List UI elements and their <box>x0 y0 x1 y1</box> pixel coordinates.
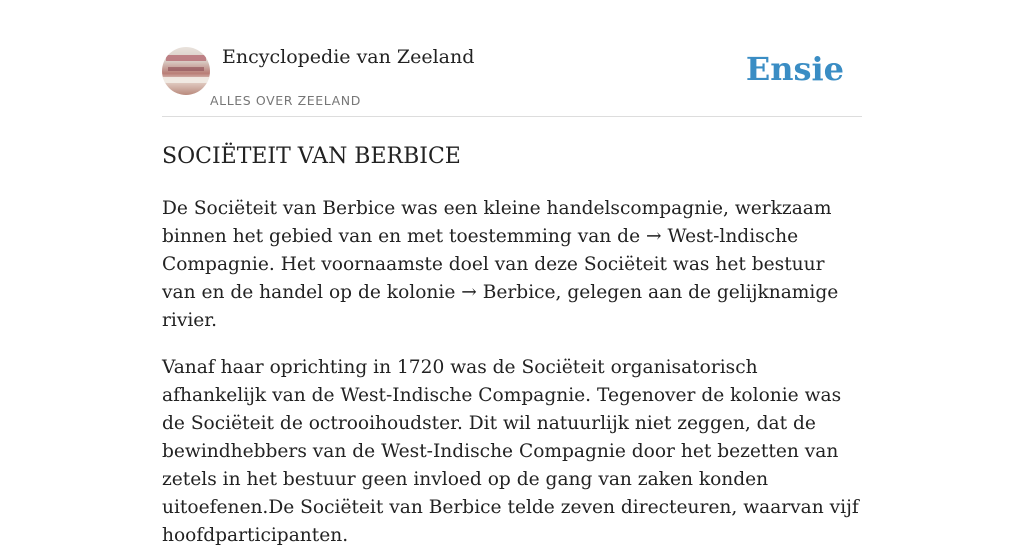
avatar-detail <box>166 55 206 61</box>
ensie-logo-link[interactable]: Ensie <box>745 50 844 88</box>
site-tagline: ALLES OVER ZEELAND <box>210 93 361 108</box>
avatar-detail <box>162 77 210 83</box>
article-title: SOCIËTEIT VAN BERBICE <box>162 144 461 169</box>
site-header <box>162 0 862 117</box>
site-avatar[interactable] <box>162 47 210 95</box>
article-paragraph: De Sociëteit van Berbice was een kleine handelscompagnie, werkzaam binnen het gebied van en met toestemming van de → West-lndische Compagnie. Het voornaamste doel van deze Sociëteit was het bestuur van en de handel op de kolonie → Berbice, gelegen aan de gelijknamige rivier. <box>162 198 839 331</box>
page <box>162 0 862 550</box>
site-title-link[interactable]: Encyclopedie van Zeeland <box>222 46 475 68</box>
article-paragraph: Vanaf haar oprichting in 1720 was de Sociëteit organisatorisch afhankelijk van de West-Indische Compagnie. Tegenover de kolonie was de Sociëteit de octrooihoudster. Dit wil natuurlijk niet zeggen, dat de bewindhebbers van de West-Indische Compagnie door het bezetten van zetels in het bestuur geen invloed op de gang van zaken konden uitoefenen.De Sociëteit van Berbice telde zeven directeuren, waarvan vijf hoofdparticipanten. <box>162 357 859 546</box>
avatar-detail <box>168 67 204 71</box>
